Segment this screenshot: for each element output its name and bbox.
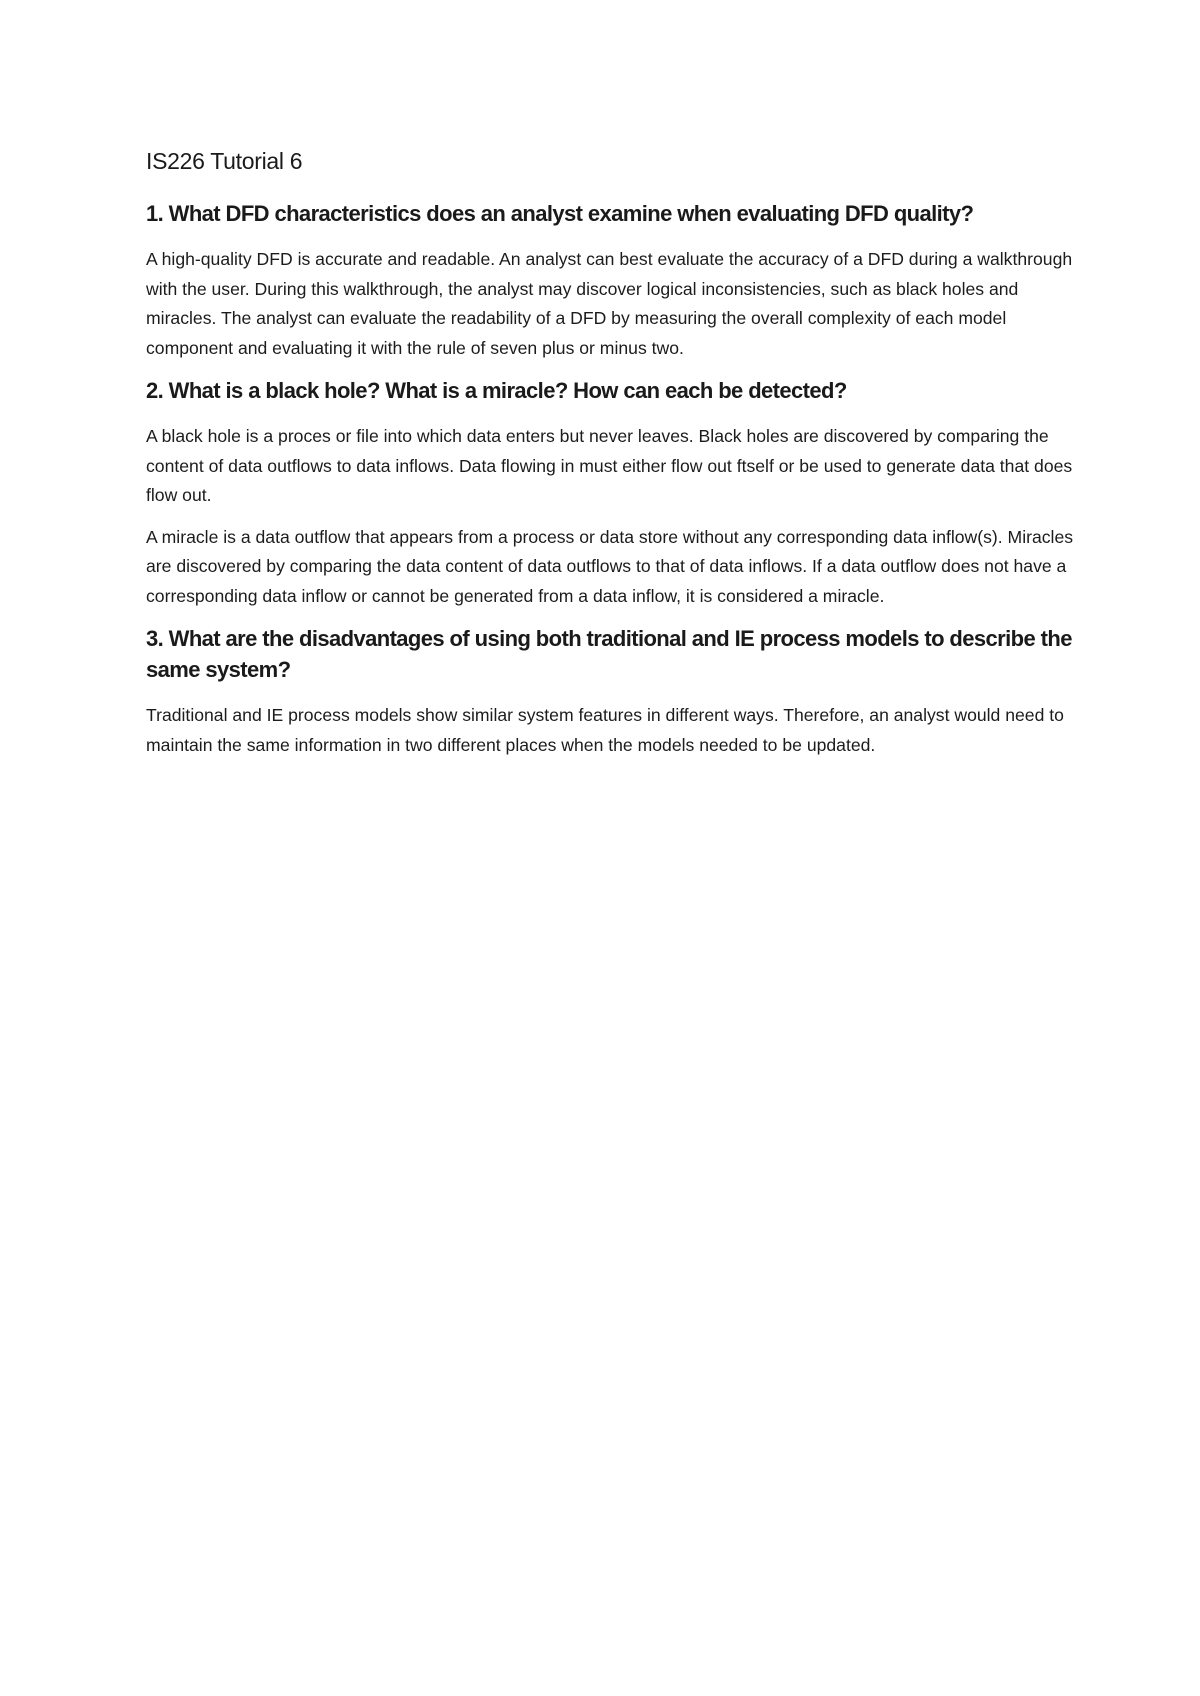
question-3-heading: 3. What are the disadvantages of using both traditional and IE process models to describe the same system? [146,626,1072,682]
answer-3-paragraph-1: Traditional and IE process models show similar system features in different ways. Therefore, an analyst would need to maintain the same information in two different places when the models needed to be updated. [146,705,1064,755]
document-body [146,146,1076,772]
question-2-heading: 2. What is a black hole? What is a miracle? How can each be detected? [146,378,847,403]
answer-2-paragraph-2: A miracle is a data outflow that appears from a process or data store without any corresponding data inflow(s). Miracles are discovered by comparing the data content of data outflows to that of data inflows. If a data outflow does not have a corresponding data inflow or cannot be generated from a data inflow, it is considered a miracle. [146,526,1074,606]
answer-1-paragraph-1: A high-quality DFD is accurate and readable. An analyst can best evaluate the accuracy of a DFD during a walkthrough with the user. During this walkthrough, the analyst may discover logical inconsistencies, such as black holes and miracles. The analyst can evaluate the readability of a DFD by measuring the overall complexity of each model component and evaluating it with the rule of seven plus or minus two. [146,249,1073,358]
answer-2-paragraph-1: A black hole is a proces or file into which data enters but never leaves. Black holes are discovered by comparing the content of data outflows to data inflows. Data flowing in must either flow out ftself or be used to generate data that does flow out. [146,426,1073,505]
section-2 [146,375,1076,611]
section-1 [146,198,1076,363]
question-1-heading: 1. What DFD characteristics does an analyst examine when evaluating DFD quality? [146,201,974,226]
section-3 [146,623,1076,760]
document-title: IS226 Tutorial 6 [146,148,303,174]
